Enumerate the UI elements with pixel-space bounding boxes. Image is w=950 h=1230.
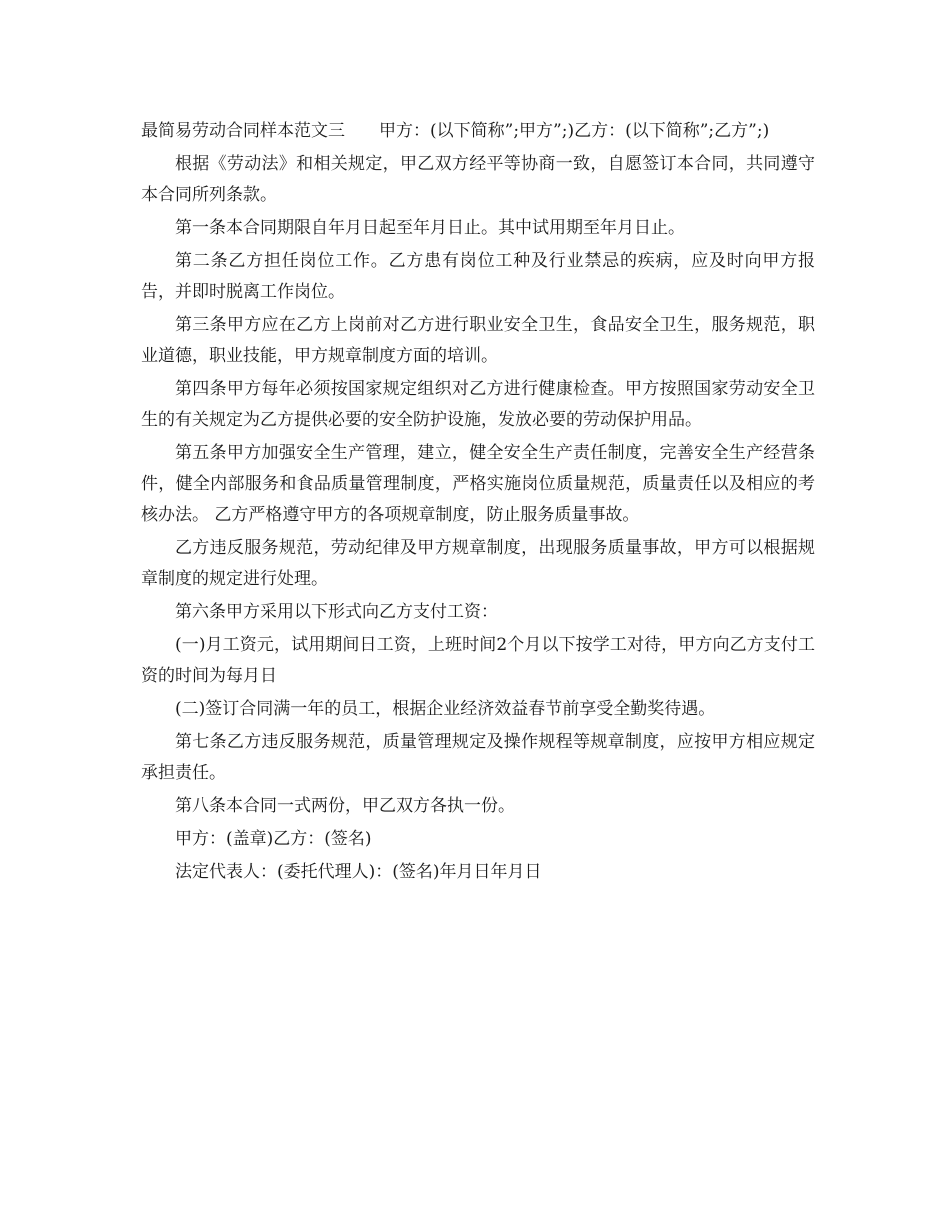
signature-line-representatives: 法定代表人：(委托代理人)：(签名)年月日年月日 bbox=[175, 862, 542, 882]
paragraph-preamble: 根据《劳动法》和相关规定，甲乙双方经平等协商一致，自愿签订本合同，共同遵守本合同所列条款。 bbox=[141, 154, 815, 205]
paragraph-article-3: 第三条甲方应在乙方上岗前对乙方进行职业安全卫生，食品安全卫生，服务规范，职业道德，职业技能，甲方规章制度方面的培训。 bbox=[141, 315, 815, 366]
paragraph-article-7: 第七条乙方违反服务规范，质量管理规定及操作规程等规章制度，应按甲方相应规定承担责任。 bbox=[141, 732, 815, 783]
document-body bbox=[141, 116, 815, 890]
paragraph-article-8: 第八条本合同一式两份，甲乙双方各执一份。 bbox=[175, 796, 515, 816]
paragraph-article-4: 第四条甲方每年必须按国家规定组织对乙方进行健康检查。甲方按照国家劳动安全卫生的有关规定为乙方提供必要的安全防护设施，发放必要的劳动保护用品。 bbox=[141, 379, 815, 430]
paragraph-article-5-continued: 乙方违反服务规范，劳动纪律及甲方规章制度，出现服务质量事故，甲方可以根据规章制度的规定进行处理。 bbox=[141, 538, 815, 589]
paragraph-article-5: 第五条甲方加强安全生产管理，建立，健全安全生产责任制度，完善安全生产经营条件，健全内部服务和食品质量管理制度，严格实施岗位质量规范，质量责任以及相应的考核办法。 乙方严格遵守甲方的各项规章制度，防止服务质量事故。 bbox=[141, 443, 815, 525]
signature-line-parties: 甲方：(盖章)乙方：(签名) bbox=[175, 829, 372, 849]
paragraph-article-2: 第二条乙方担任岗位工作。乙方患有岗位工种及行业禁忌的疾病，应及时向甲方报告，并即时脱离工作岗位。 bbox=[141, 251, 815, 302]
paragraph-article-1: 第一条本合同期限自年月日起至年月日止。其中试用期至年月日止。 bbox=[175, 218, 685, 238]
paragraph-article-6: 第六条甲方采用以下形式向乙方支付工资： bbox=[175, 602, 498, 622]
document-title-line: 最简易劳动合同样本范文三 甲方：(以下简称”;甲方”;)乙方：(以下简称”;乙方”;) bbox=[141, 121, 770, 141]
paragraph-article-6-item-1: (一)月工资元，试用期间日工资，上班时间2个月以下按学工对待，甲方向乙方支付工资的时间为每月日 bbox=[141, 635, 815, 686]
paragraph-article-6-item-2: (二)签订合同满一年的员工，根据企业经济效益春节前享受全勤奖待遇。 bbox=[175, 699, 716, 719]
